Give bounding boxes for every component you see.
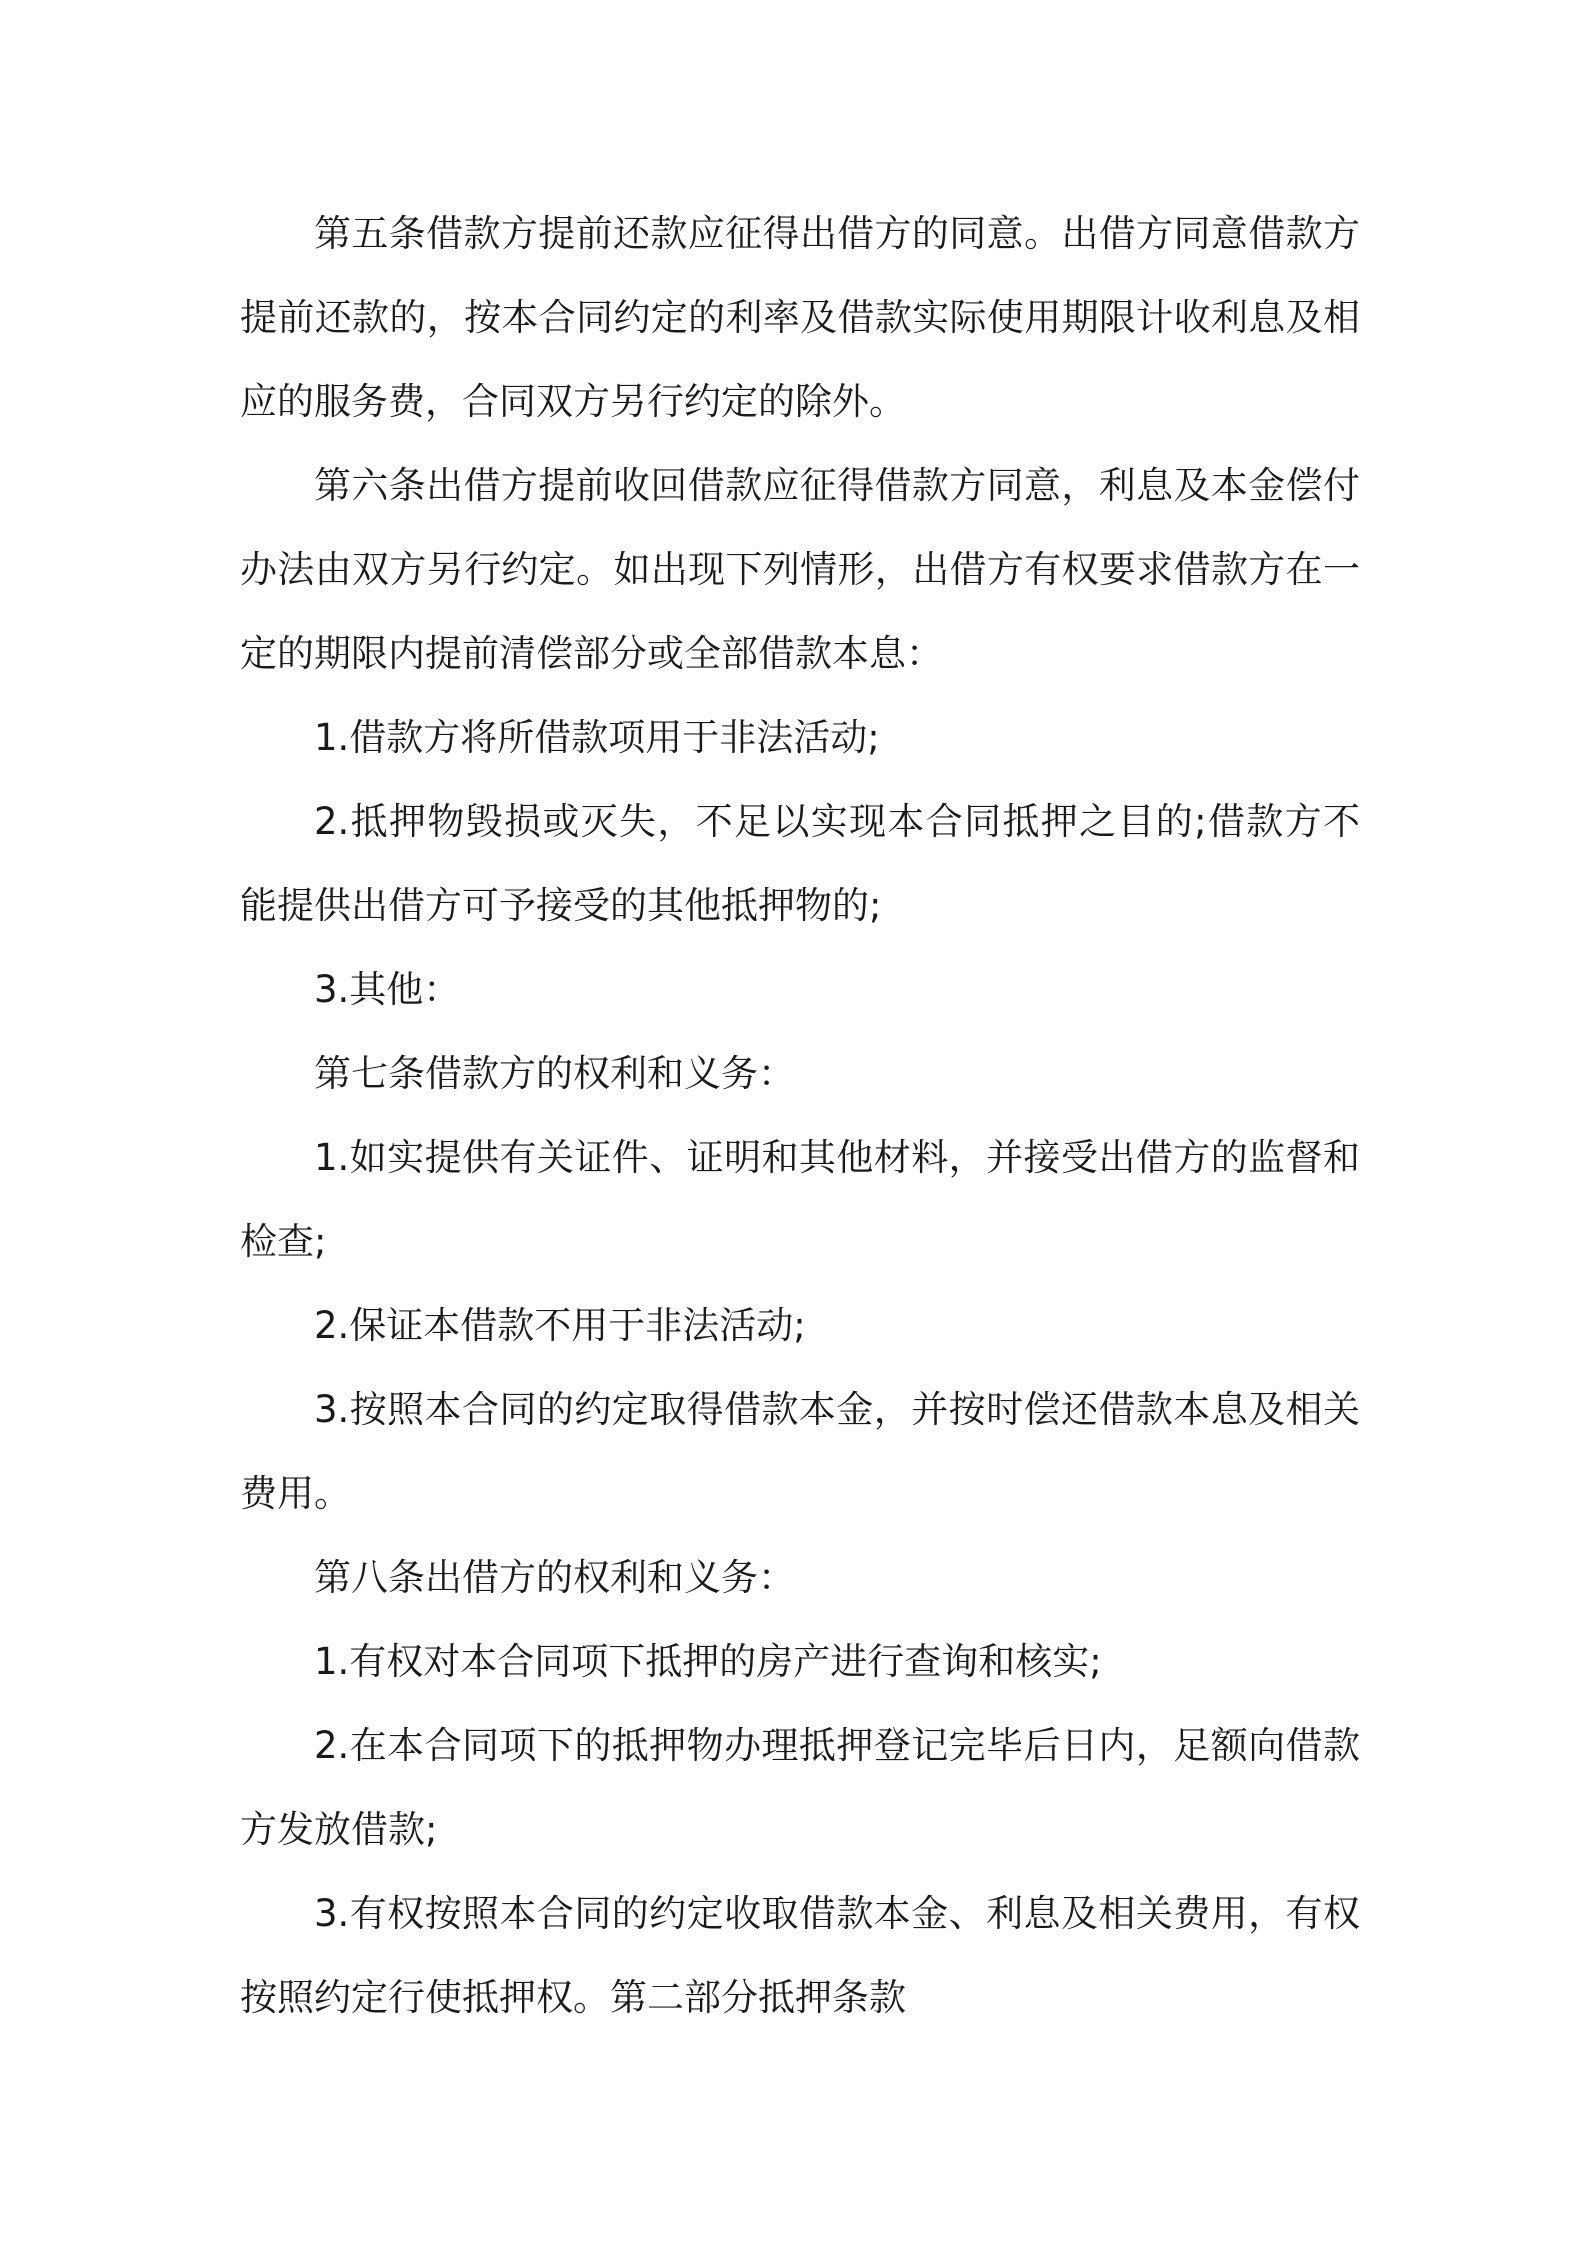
clause-6-item-1: 1.借款方将所借款项用于非法活动; bbox=[314, 716, 880, 759]
document-body bbox=[240, 192, 1360, 2040]
clause-5-paragraph: 第五条借款方提前还款应征得出借方的同意。出借方同意借款方提前还款的，按本合同约定的利率及借款实际使用期限计收利息及相应的服务费，合同双方另行约定的除外。 bbox=[240, 212, 1360, 423]
clause-7-heading: 第七条借款方的权利和义务： bbox=[314, 1052, 795, 1095]
clause-6-item-3: 3.其他： bbox=[314, 968, 461, 1011]
clause-8-heading: 第八条出借方的权利和义务： bbox=[314, 1556, 795, 1599]
clause-7-item-1: 1.如实提供有关证件、证明和其他材料，并接受出借方的监督和检查; bbox=[240, 1136, 1360, 1263]
clause-8-item-2: 2.在本合同项下的抵押物办理抵押登记完毕后日内，足额向借款方发放借款; bbox=[240, 1724, 1360, 1851]
clause-8-item-1: 1.有权对本合同项下抵押的房产进行查询和核实; bbox=[314, 1640, 1102, 1683]
clause-6-item-2: 2.抵押物毁损或灭失，不足以实现本合同抵押之目的;借款方不能提供出借方可予接受的其他抵押物的; bbox=[240, 800, 1360, 927]
clause-7-item-3: 3.按照本合同的约定取得借款本金，并按时偿还借款本息及相关费用。 bbox=[240, 1388, 1360, 1515]
clause-6-paragraph: 第六条出借方提前收回借款应征得借款方同意，利息及本金偿付办法由双方另行约定。如出现下列情形，出借方有权要求借款方在一定的期限内提前清偿部分或全部借款本息： bbox=[240, 464, 1360, 675]
clause-8-item-3: 3.有权按照本合同的约定收取借款本金、利息及相关费用，有权按照约定行使抵押权。第二部分抵押条款 bbox=[240, 1892, 1360, 2019]
clause-7-item-2: 2.保证本借款不用于非法活动; bbox=[314, 1304, 806, 1347]
